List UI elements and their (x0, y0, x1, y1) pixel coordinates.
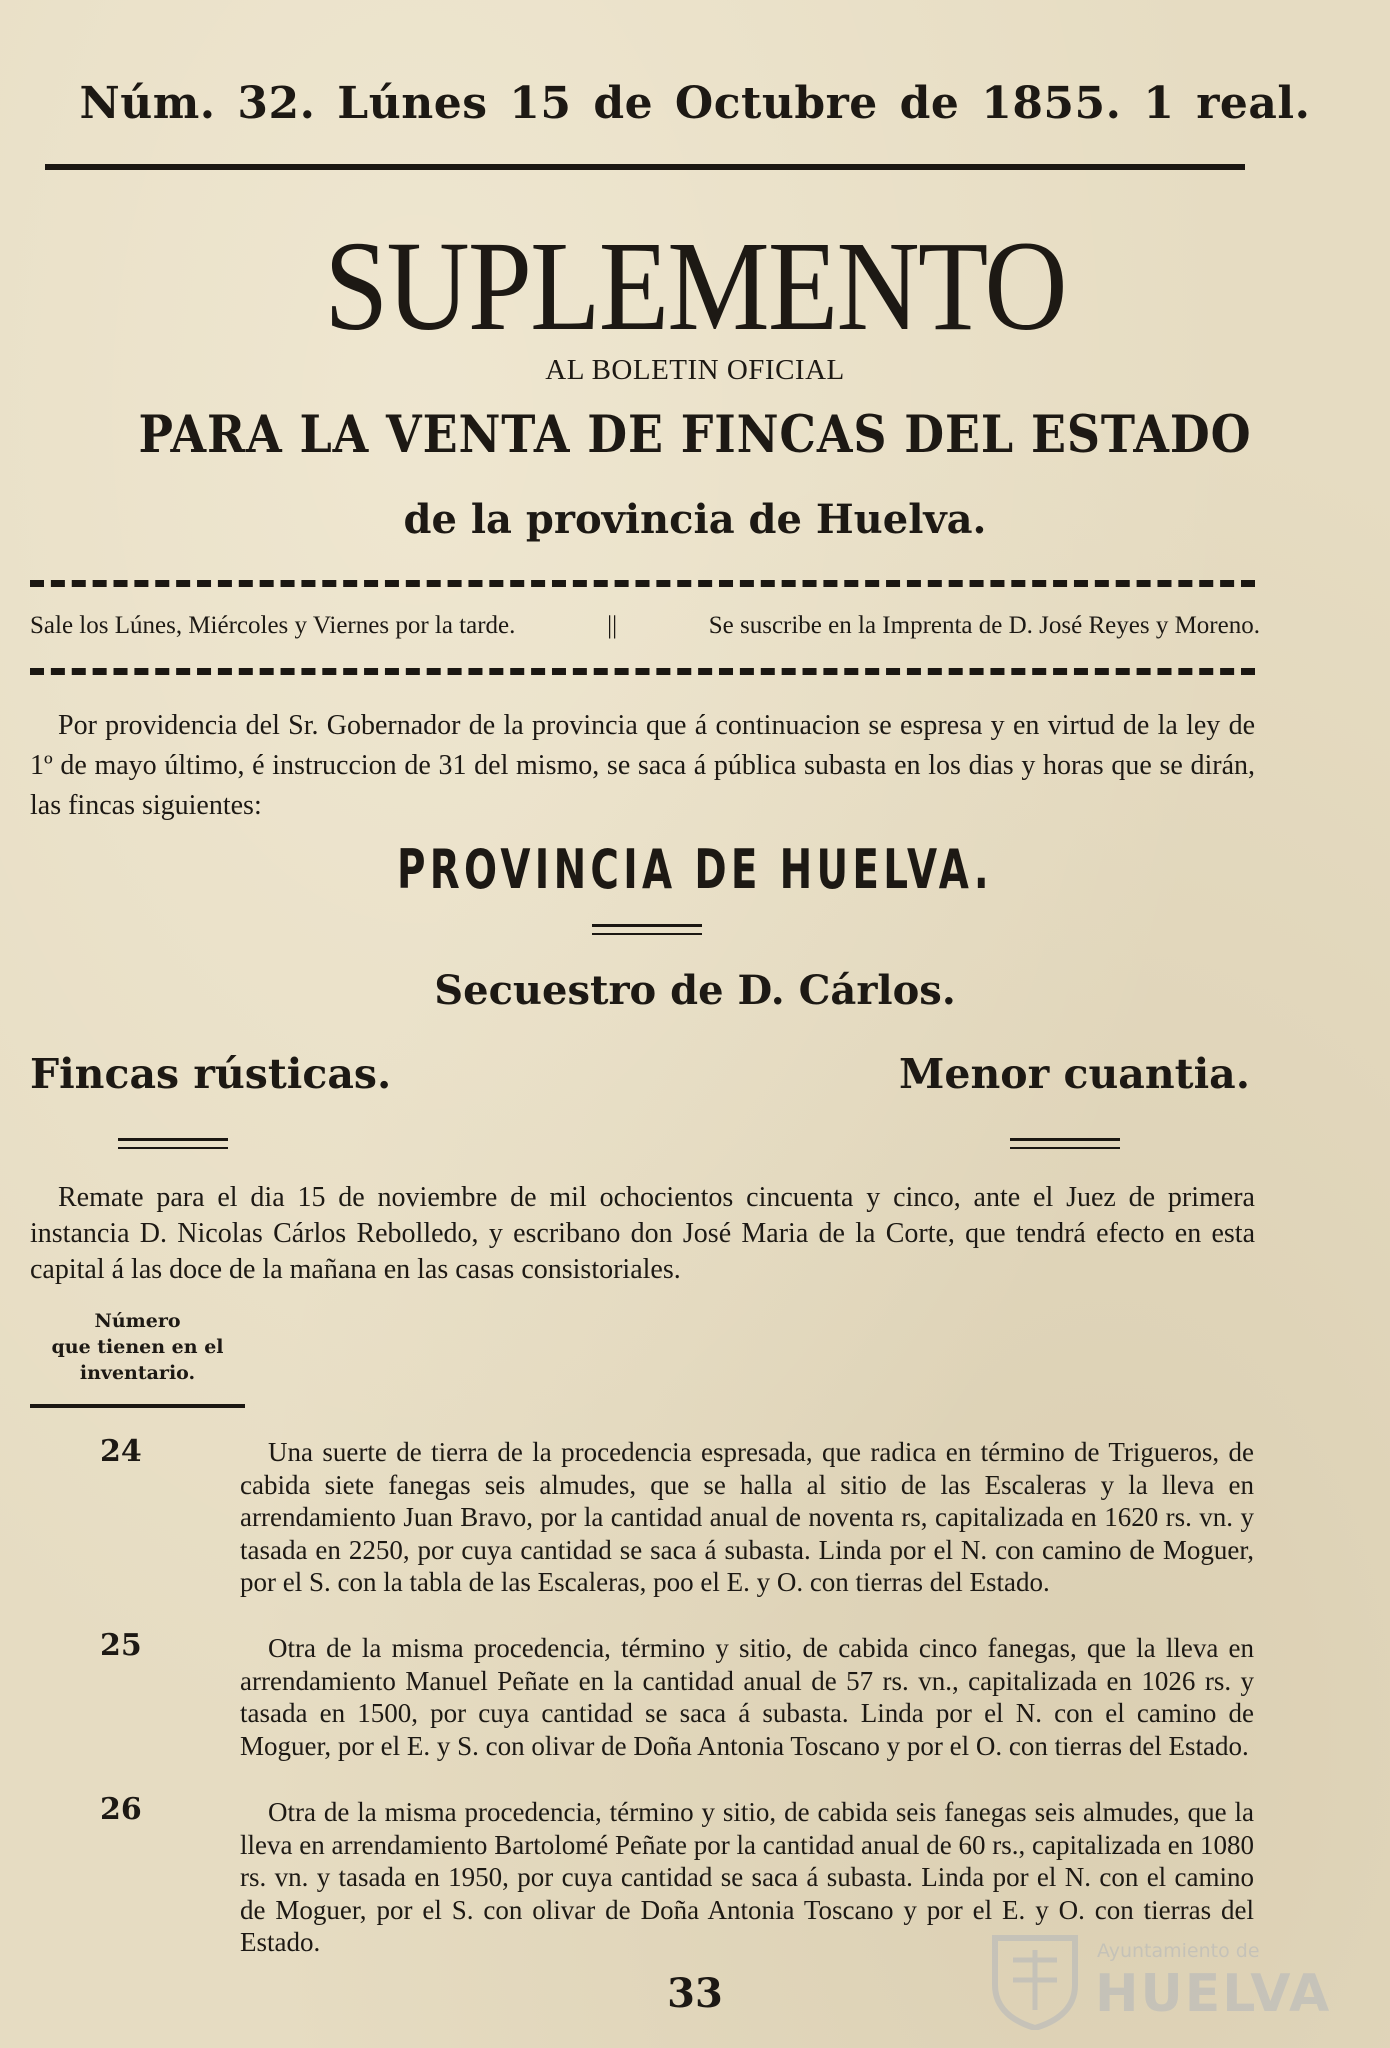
watermark-big-text: HUELVA (1095, 1964, 1332, 2024)
entry-number: 25 (100, 1628, 142, 1663)
entry-number: 26 (100, 1792, 142, 1827)
shield-icon (985, 1930, 1085, 2030)
issue-price: 1 real. (1143, 78, 1311, 129)
watermark-logo (985, 1930, 1332, 2030)
subtitle-boletin: AL BOLETIN OFICIAL (545, 354, 845, 386)
column-header-line2: que tienen en el (51, 1336, 224, 1358)
intro-paragraph: Por providencia del Sr. Gobernador de la provincia que á continuacion se espresa y en virtud de la ley de 1º de mayo último, é instruccion de 31 del mismo, se saca á pública subasta en los dias y horas que se dirán, las fincas siguientes: (30, 710, 1255, 821)
column-header-line1: Número (94, 1310, 181, 1332)
category-right: Menor cuantia. (898, 1050, 1250, 1098)
watermark-small-text: Ayuntamiento de (1097, 1940, 1260, 1962)
entry-text: Otra de la misma procedencia, término y sitio, de cabida seis fanegas seis almudes, que la lleva en arrendamiento Bartolomé Peñate por la cantidad anual de 60 rs., capitalizada en 1080 rs. vn. y tasada en 1950, por cuya cantidad se saca á subasta. Linda por el N. con el camino de Moguer, por el S. con olivar de Doña Antonia Toscano y por el E. y O. con tierras del Estado. (240, 1797, 1254, 1957)
masthead (0, 78, 1390, 129)
dashed-divider-bottom (30, 668, 1255, 675)
entry-number: 24 (100, 1434, 142, 1469)
column-header-rule (30, 1404, 245, 1408)
section-heading: Secuestro de D. Cárlos. (434, 967, 956, 1014)
entry-text: Una suerte de tierra de la procedencia espresada, que radica en término de Trigueros, de cabida siete fanegas seis almudes, que se halla al sitio de las Escaleras y la lleva en arrendamiento Juan Bravo, por la cantidad anual de noventa rs, capitalizada en 1620 rs. vn. y tasada en 2250, por cuya cantidad se saca á subasta. Linda por el N. con camino de Moguer, por el S. con la tabla de las Escaleras, poo el E. y O. con tierras del Estado. (240, 1437, 1254, 1597)
province-heading: PROVINCIA DE HUELVA. (396, 838, 994, 901)
province-rule (592, 924, 702, 935)
column-header-line3: inventario. (79, 1362, 196, 1384)
subtitle-province: de la provincia de Huelva. (403, 496, 987, 543)
category-rule-right (1010, 1138, 1120, 1149)
dashed-divider-top (30, 580, 1255, 587)
subtitle-venta: PARA LA VENTA DE FINCAS DEL ESTADO (138, 405, 1252, 465)
remate-paragraph: Remate para el dia 15 de noviembre de mil ochocientos cincuenta y cinco, ante el Juez de primera instancia D. Nicolas Cárlos Rebolledo, y escribano don José Maria de la Corte, que tendrá efecto en esta capital á las doce de la mañana en las casas consistoriales. (30, 1182, 1255, 1285)
column-header (30, 1308, 245, 1386)
page-title: SUPLEMENTO (324, 215, 1066, 357)
page-number: 33 (667, 1970, 723, 2017)
info-separator: || (607, 612, 618, 639)
category-rule-left (118, 1138, 228, 1149)
masthead-rule (45, 164, 1245, 170)
subscription-info: Se suscribe en la Imprenta de D. José Reyes y Moreno. (708, 612, 1260, 639)
publication-schedule: Sale los Lúnes, Miércoles y Viernes por la tarde. (30, 612, 516, 639)
issue-date: Lúnes 15 de Octubre de 1855. (337, 78, 1122, 129)
category-left: Fincas rústicas. (30, 1050, 392, 1098)
entry-text: Otra de la misma procedencia, término y sitio, de cabida cinco fanegas, que la lleva en arrendamiento Manuel Peñate en la cantidad anual de 57 rs. vn., capitalizada en 1026 rs. y tasada en 1500, por cuya cantidad se saca á subasta. Linda por el N. con el camino de Moguer, por el E. y S. con olivar de Doña Antonia Toscano y por el O. con tierras del Estado. (240, 1633, 1254, 1761)
publication-info (30, 612, 1260, 640)
issue-number: Núm. 32. (79, 78, 316, 129)
